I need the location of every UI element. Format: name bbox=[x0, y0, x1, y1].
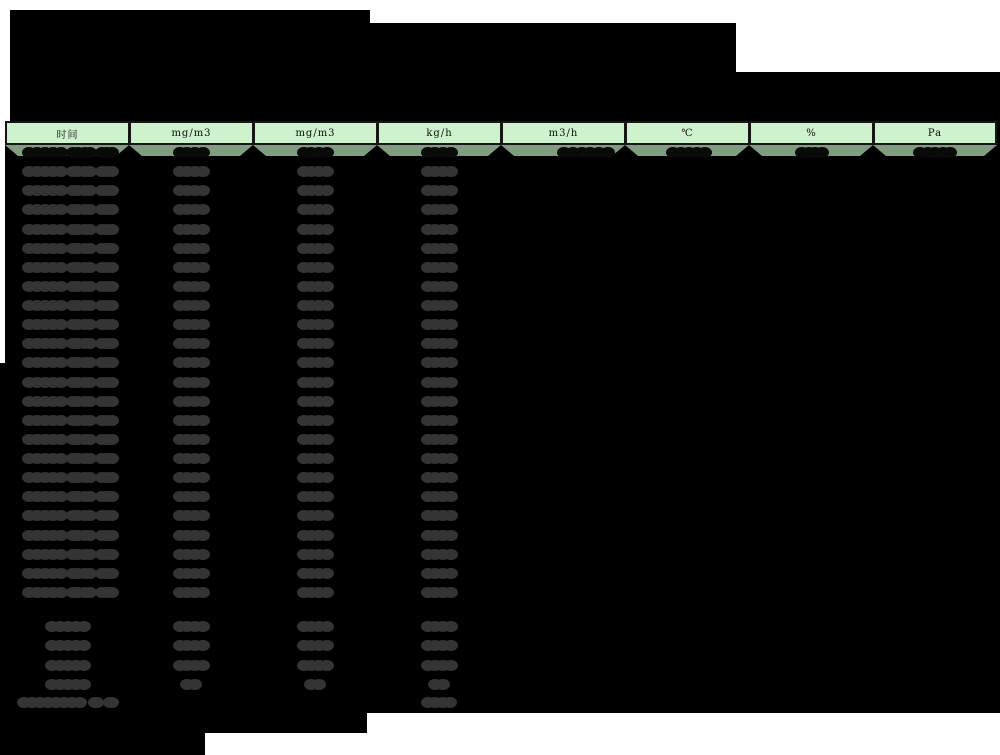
blob-bump bbox=[196, 377, 210, 388]
blob-bump bbox=[105, 377, 119, 388]
blob-bump bbox=[436, 679, 450, 690]
blob-bump bbox=[320, 621, 334, 632]
blob-bump bbox=[444, 185, 458, 196]
blob-bump bbox=[196, 472, 210, 483]
blob-bump bbox=[78, 224, 92, 235]
blob-bump bbox=[320, 472, 334, 483]
blob-bump bbox=[78, 510, 92, 521]
blob-bump bbox=[320, 660, 334, 671]
blob-bump bbox=[105, 396, 119, 407]
blob-bump bbox=[444, 377, 458, 388]
blob-bump bbox=[444, 472, 458, 483]
blob-bump bbox=[444, 491, 458, 502]
blob-bump bbox=[78, 262, 92, 273]
blob-bump bbox=[444, 549, 458, 560]
blob-bump bbox=[103, 697, 117, 708]
blob-bump bbox=[444, 357, 458, 368]
header-cell-6: % bbox=[749, 121, 873, 145]
blob-bump bbox=[196, 204, 210, 215]
blob-bump bbox=[320, 357, 334, 368]
header-cell-4: m3/h bbox=[501, 121, 625, 145]
blob-bump bbox=[78, 396, 92, 407]
blob-bump bbox=[444, 453, 458, 464]
blob-bump bbox=[196, 281, 210, 292]
blob-bump bbox=[105, 281, 119, 292]
blob-bump bbox=[196, 491, 210, 502]
blob-bump bbox=[105, 587, 119, 598]
blob-bump bbox=[312, 679, 326, 690]
blob-bump bbox=[78, 357, 92, 368]
header-cell-3: kg/h bbox=[377, 121, 501, 145]
blob-bump bbox=[196, 338, 210, 349]
blob-bump bbox=[196, 396, 210, 407]
blob-bump bbox=[196, 357, 210, 368]
blob-bump bbox=[444, 224, 458, 235]
blob-bump bbox=[78, 415, 92, 426]
blob-bump bbox=[105, 472, 119, 483]
blob-bump bbox=[105, 204, 119, 215]
blob-bump bbox=[320, 262, 334, 273]
blob-bump bbox=[444, 338, 458, 349]
blob-bump bbox=[78, 281, 92, 292]
blob-bump bbox=[196, 434, 210, 445]
blob-bump bbox=[78, 491, 92, 502]
blob-bump bbox=[196, 660, 210, 671]
blob-bump bbox=[78, 587, 92, 598]
blob-bump bbox=[444, 281, 458, 292]
blob-bump bbox=[444, 621, 458, 632]
blob-bump bbox=[196, 319, 210, 330]
blob-bump bbox=[320, 319, 334, 330]
blob-bump bbox=[444, 568, 458, 579]
blob-bump bbox=[320, 281, 334, 292]
blob-bump bbox=[320, 434, 334, 445]
blob-bump bbox=[105, 415, 119, 426]
blob-bump bbox=[320, 300, 334, 311]
blob-bump bbox=[320, 640, 334, 651]
blob-bump bbox=[77, 640, 91, 651]
blob-bump bbox=[444, 587, 458, 598]
blob-bump bbox=[78, 377, 92, 388]
blob-bump bbox=[444, 530, 458, 541]
blob-bump bbox=[78, 243, 92, 254]
blob-bump bbox=[320, 377, 334, 388]
blob-bump bbox=[105, 147, 119, 158]
blob-bump bbox=[320, 510, 334, 521]
blob-bump bbox=[196, 549, 210, 560]
blob-bump bbox=[78, 185, 92, 196]
header-cell-0: 时间 bbox=[5, 121, 129, 145]
blob-bump bbox=[320, 491, 334, 502]
blob-bump bbox=[105, 530, 119, 541]
blob-bump bbox=[196, 587, 210, 598]
blob-bump bbox=[320, 147, 334, 158]
blob-bump bbox=[320, 166, 334, 177]
blob-bump bbox=[73, 697, 87, 708]
blob-bump bbox=[78, 338, 92, 349]
blob-bump bbox=[196, 262, 210, 273]
blob-bump bbox=[105, 491, 119, 502]
blob-bump bbox=[105, 300, 119, 311]
blob-bump bbox=[105, 243, 119, 254]
blob-bump bbox=[105, 262, 119, 273]
header-cell-7: Pa bbox=[873, 121, 997, 145]
blob-bump bbox=[77, 621, 91, 632]
blob-bump bbox=[196, 300, 210, 311]
blob-bump bbox=[444, 243, 458, 254]
blob-bump bbox=[196, 568, 210, 579]
blob-bump bbox=[196, 166, 210, 177]
blob-bump bbox=[320, 530, 334, 541]
blob-bump bbox=[78, 549, 92, 560]
blob-bump bbox=[444, 300, 458, 311]
blob-bump bbox=[196, 224, 210, 235]
blob-bump bbox=[105, 357, 119, 368]
blob-bump bbox=[320, 549, 334, 560]
blob-bump bbox=[78, 472, 92, 483]
blob-bump bbox=[196, 185, 210, 196]
blob-bump bbox=[444, 510, 458, 521]
blob-bump bbox=[105, 224, 119, 235]
blob-bump bbox=[320, 185, 334, 196]
blob-bump bbox=[77, 660, 91, 671]
blob-bump bbox=[320, 338, 334, 349]
blob-bump bbox=[444, 262, 458, 273]
blob-bump bbox=[78, 530, 92, 541]
blob-bump bbox=[320, 415, 334, 426]
blob-bump bbox=[444, 319, 458, 330]
blob-bump bbox=[444, 204, 458, 215]
blob-bump bbox=[444, 660, 458, 671]
blob-bump bbox=[196, 621, 210, 632]
blob-bump bbox=[105, 166, 119, 177]
blob-bump bbox=[943, 147, 957, 158]
blob-bump bbox=[78, 453, 92, 464]
blob-bump bbox=[78, 319, 92, 330]
blob-bump bbox=[105, 510, 119, 521]
blob-bump bbox=[443, 697, 457, 708]
header-cell-5: ℃ bbox=[625, 121, 749, 145]
blob-bump bbox=[78, 166, 92, 177]
blob-bump bbox=[105, 549, 119, 560]
blob-bump bbox=[320, 568, 334, 579]
header-cell-1: mg/m3 bbox=[129, 121, 253, 145]
blob-bump bbox=[196, 640, 210, 651]
blob-bump bbox=[601, 147, 615, 158]
blob-bump bbox=[320, 243, 334, 254]
blob-bump bbox=[320, 396, 334, 407]
blob-bump bbox=[320, 224, 334, 235]
blob-bump bbox=[105, 338, 119, 349]
blob-bump bbox=[88, 697, 102, 708]
blob-bump bbox=[320, 204, 334, 215]
blob-bump bbox=[188, 679, 202, 690]
blob-bump bbox=[320, 453, 334, 464]
blob-bump bbox=[78, 434, 92, 445]
blob-bump bbox=[78, 147, 92, 158]
blob-bump bbox=[78, 568, 92, 579]
blob-bump bbox=[444, 434, 458, 445]
blob-bump bbox=[196, 415, 210, 426]
blob-bump bbox=[196, 453, 210, 464]
blob-bump bbox=[105, 568, 119, 579]
blob-bump bbox=[444, 640, 458, 651]
blob-bump bbox=[196, 510, 210, 521]
blob-bump bbox=[444, 415, 458, 426]
blob-bump bbox=[196, 243, 210, 254]
blob-bump bbox=[105, 319, 119, 330]
blob-bump bbox=[105, 185, 119, 196]
blob-bump bbox=[698, 147, 712, 158]
blob-bump bbox=[77, 679, 91, 690]
blob-bump bbox=[105, 453, 119, 464]
header-cell-2: mg/m3 bbox=[253, 121, 377, 145]
blob-bump bbox=[196, 147, 210, 158]
blob-bump bbox=[320, 587, 334, 598]
blob-bump bbox=[815, 147, 829, 158]
blob-bump bbox=[78, 204, 92, 215]
blob-bump bbox=[105, 434, 119, 445]
blob-bump bbox=[444, 396, 458, 407]
blob-bump bbox=[444, 166, 458, 177]
blob-bump bbox=[78, 300, 92, 311]
blob-bump bbox=[196, 530, 210, 541]
blob-bump bbox=[444, 147, 458, 158]
